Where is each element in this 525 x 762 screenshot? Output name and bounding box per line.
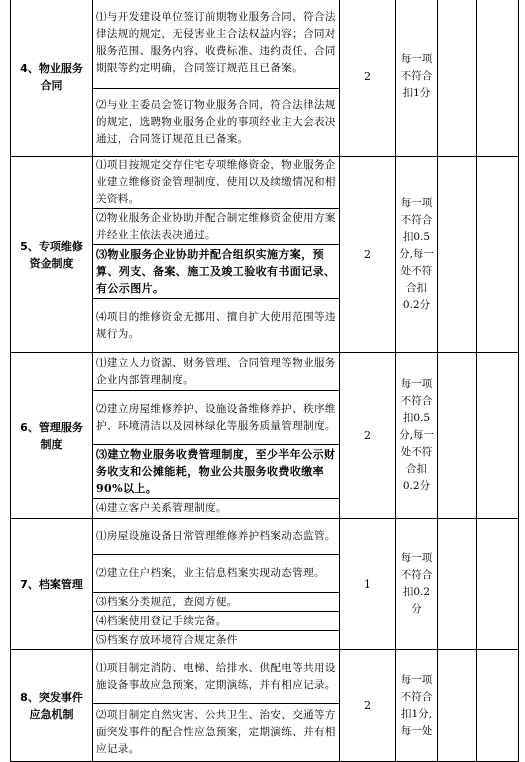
deduction-cell: 每一项不符合扣1分: [396, 0, 438, 157]
requirement-cell: ⑶建立物业服务收费管理制度，至少半年公示财务收支和公摊能耗，物业公共服务收费收缴率90%以上。: [93, 445, 340, 499]
requirement-cell: ⑸档案存放环境符合规定条件: [93, 631, 340, 650]
requirement-cell: ⑴项目按规定交存住宅专项维修资金，物业服务企业建立维修资金管理制度、使用以及续缴情况和相关资料。: [93, 157, 340, 209]
blank-cell: [477, 353, 519, 519]
blank-cell: [477, 650, 519, 762]
requirement-cell: ⑴建立人力资源、财务管理、合同管理等物业服务企业内部管理制度。: [93, 353, 340, 391]
blank-cell: [438, 353, 477, 519]
requirement-cell: ⑵项目制定自然灾害、公共卫生、治安、交通等方面突发事件的配合性应急预案，定期演练、并有相应记录。: [93, 704, 340, 762]
score-cell: 2: [340, 353, 396, 519]
category-cell: 6、管理服务制度: [11, 353, 93, 519]
requirement-cell: ⑷项目的维修资金无挪用、擅自扩大使用范围等违规行为。: [93, 299, 340, 353]
category-cell: 8、突发事件应急机制: [11, 650, 93, 762]
requirement-cell: ⑵建立住户档案，业主信息档案实现动态管理。: [93, 555, 340, 593]
table-row: [11, 519, 519, 555]
requirement-cell: ⑷建立客户关系管理制度。: [93, 499, 340, 519]
table-row: [11, 0, 519, 89]
requirement-cell: ⑴项目制定消防、电梯、给排水、供配电等共用设施设备事故应急预案，定期演练，并有相应记录。: [93, 650, 340, 704]
table-row: [11, 157, 519, 209]
score-cell: 1: [340, 519, 396, 650]
requirement-cell: ⑶物业服务企业协助并配合组织实施方案，预算、列支、备案、施工及竣工验收有书面记录、有公示图片。: [93, 245, 340, 299]
deduction-cell: 每一项不符合扣0.5分,每一处不符合扣0.2分: [396, 157, 438, 353]
requirement-cell: ⑷档案使用登记手续完备。: [93, 612, 340, 631]
score-cell: 2: [340, 157, 396, 353]
blank-cell: [438, 157, 477, 353]
blank-cell: [477, 157, 519, 353]
assessment-table: [10, 0, 519, 762]
category-cell: 5、专项维修资金制度: [11, 157, 93, 353]
requirement-cell: ⑴与开发建设单位签订前期物业服务合同，符合法律法规的规定，无侵害业主合法权益内容；合同对服务范围、服务内容、收费标准、违约责任、合同期限等约定明确，合同签订规范且已备案。: [93, 0, 340, 89]
category-cell: 7、档案管理: [11, 519, 93, 650]
deduction-cell: 每一项不符合扣0.2分: [396, 519, 438, 650]
requirement-cell: ⑵建立房屋维修养护、设施设备维修养护、秩序维护、环境清洁以及园林绿化等服务质量管理制度。: [93, 391, 340, 445]
score-cell: 2: [340, 0, 396, 157]
blank-cell: [438, 0, 477, 157]
requirement-cell: ⑵与业主委员会签订物业服务合同，符合法律法规的规定，选聘物业服务企业的事项经业主大会表决通过，合同签订规范且已备案。: [93, 89, 340, 157]
table-row: [11, 353, 519, 391]
score-cell: 2: [340, 650, 396, 762]
requirement-cell: ⑴房屋设施设备日常管理维修养护档案动态监管。: [93, 519, 340, 555]
blank-cell: [438, 519, 477, 650]
table-row: [11, 650, 519, 704]
requirement-cell: ⑵物业服务企业协助并配合制定维修资金使用方案并经业主依法表决通过。: [93, 209, 340, 245]
blank-cell: [477, 0, 519, 157]
blank-cell: [438, 650, 477, 762]
requirement-cell: ⑶档案分类规范，查阅方便。: [93, 593, 340, 612]
deduction-cell: 每一项不符合扣0.5分,每一处不符合扣0.2分: [396, 353, 438, 519]
deduction-cell: 每一项不符合扣1分,每一处: [396, 650, 438, 762]
blank-cell: [477, 519, 519, 650]
category-cell: 4、物业服务合同: [11, 0, 93, 157]
